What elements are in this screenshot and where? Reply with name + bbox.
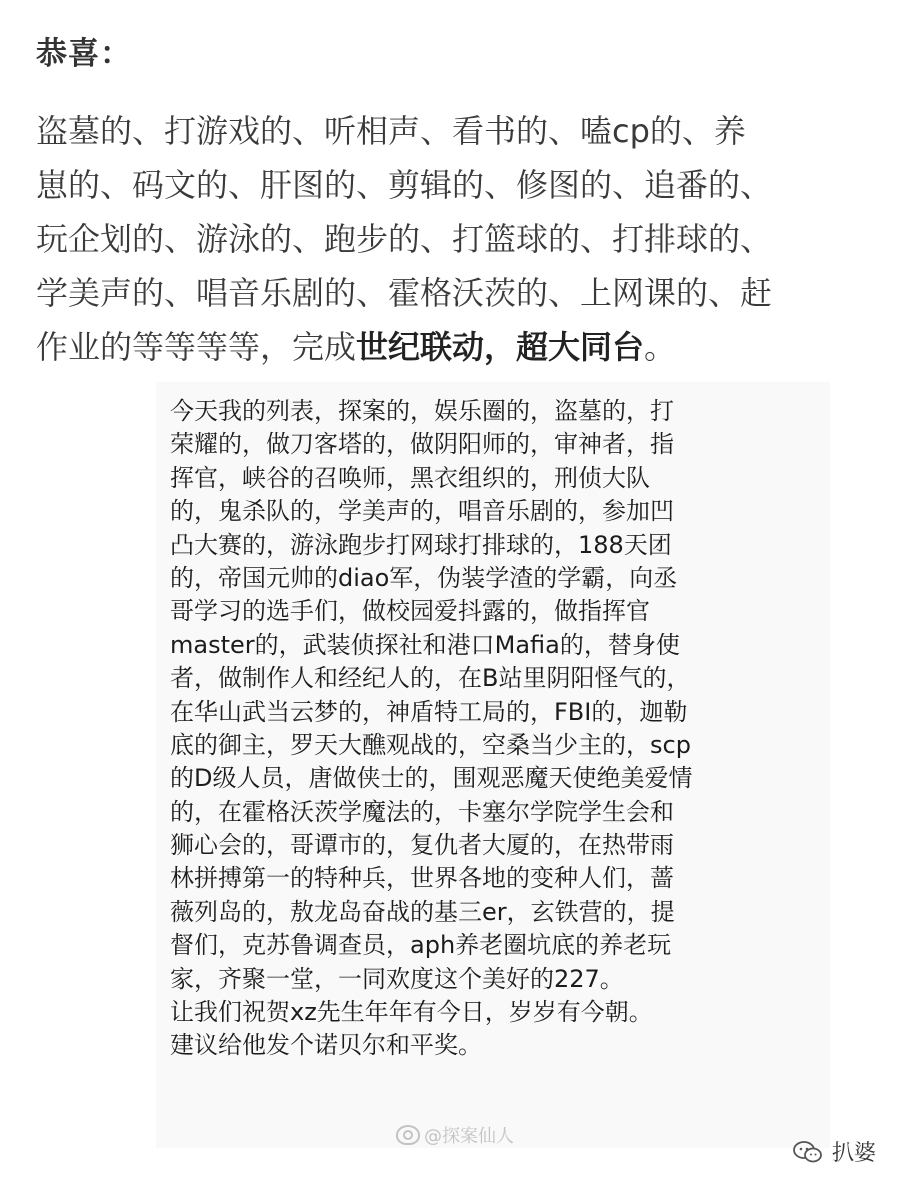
intro-paragraph — [36, 104, 876, 374]
image-text-block — [170, 395, 692, 1063]
image-line: 哥学习的选手们，做校园爱抖露的，做指挥官 — [170, 597, 650, 626]
brand-name: 扒婆 — [831, 1141, 876, 1166]
brand-signature — [792, 1136, 876, 1167]
weibo-watermark — [396, 1122, 514, 1148]
image-line: 建议给他发个诺贝尔和平奖。 — [170, 1031, 482, 1060]
paragraph-line: 玩企划的、游泳的、跑步的、打篮球的、打排球的、 — [36, 220, 773, 258]
image-line: 挥官，峡谷的召唤师，黑衣组织的，刑侦大队 — [170, 463, 650, 492]
paragraph-line: 盗墓的、打游戏的、听相声、看书的、嗑cp的、养 — [36, 112, 746, 150]
image-line: 薇列岛的，敖龙岛奋战的基三er，玄铁营的，提 — [170, 897, 675, 926]
image-line: 在华山武当云梦的，神盾特工局的，FBI的，迦勒 — [170, 697, 688, 726]
image-line: 的，在霍格沃茨学魔法的，卡塞尔学院学生会和 — [170, 797, 674, 826]
image-line: 林拼搏第一的特种兵，世界各地的变种人们，蔷 — [170, 864, 674, 893]
image-line: 者，做制作人和经纪人的，在B站里阴阳怪气的， — [170, 664, 691, 693]
image-line: 家，齐聚一堂，一同欢度这个美好的227。 — [170, 964, 624, 993]
paragraph-last-line — [36, 320, 876, 374]
paragraph-last-line-prefix: 作业的等等等等，完成 — [36, 328, 357, 366]
image-line: 的，鬼杀队的，学美声的，唱音乐剧的，参加凹 — [170, 497, 674, 526]
wechat-chat-icon — [792, 1140, 824, 1164]
paragraph-line: 崽的、码文的、肝图的、剪辑的、修图的、追番的、 — [36, 166, 773, 204]
paragraph-last-line-suffix: 。 — [644, 328, 677, 366]
header-title: 恭喜： — [36, 36, 132, 72]
paragraph-bold-phrase: 世纪联动，超大同台 — [356, 328, 645, 366]
image-line: 的，帝国元帅的diao军，伪装学渣的学霸，向丞 — [170, 563, 678, 592]
paragraph-line: 学美声的、唱音乐剧的、霍格沃茨的、上网课的、赶 — [36, 274, 773, 312]
image-line: 督们，克苏鲁调查员，aph养老圈坑底的养老玩 — [170, 931, 672, 960]
embedded-text-image — [156, 382, 830, 1148]
image-line: 的D级人员，唐做侠士的，围观恶魔天使绝美爱情 — [170, 764, 693, 793]
image-line: 荣耀的，做刀客塔的，做阴阳师的，审神者，指 — [170, 430, 674, 459]
weibo-icon — [396, 1125, 420, 1145]
image-line: 底的御主，罗天大醮观战的，空桑当少主的，scp — [170, 730, 691, 759]
image-line: 凸大赛的，游泳跑步打网球打排球的，188天团 — [170, 530, 672, 559]
watermark-text: @探案仙人 — [424, 1126, 514, 1147]
image-line: 今天我的列表，探案的，娱乐圈的，盗墓的，打 — [170, 397, 674, 425]
image-line: 狮心会的，哥谭市的，复仇者大厦的，在热带雨 — [170, 831, 674, 860]
image-line: master的，武装侦探社和港口Mafia的，替身使 — [170, 630, 680, 659]
image-line: 让我们祝贺xz先生年年有今日，岁岁有今朝。 — [170, 998, 653, 1027]
